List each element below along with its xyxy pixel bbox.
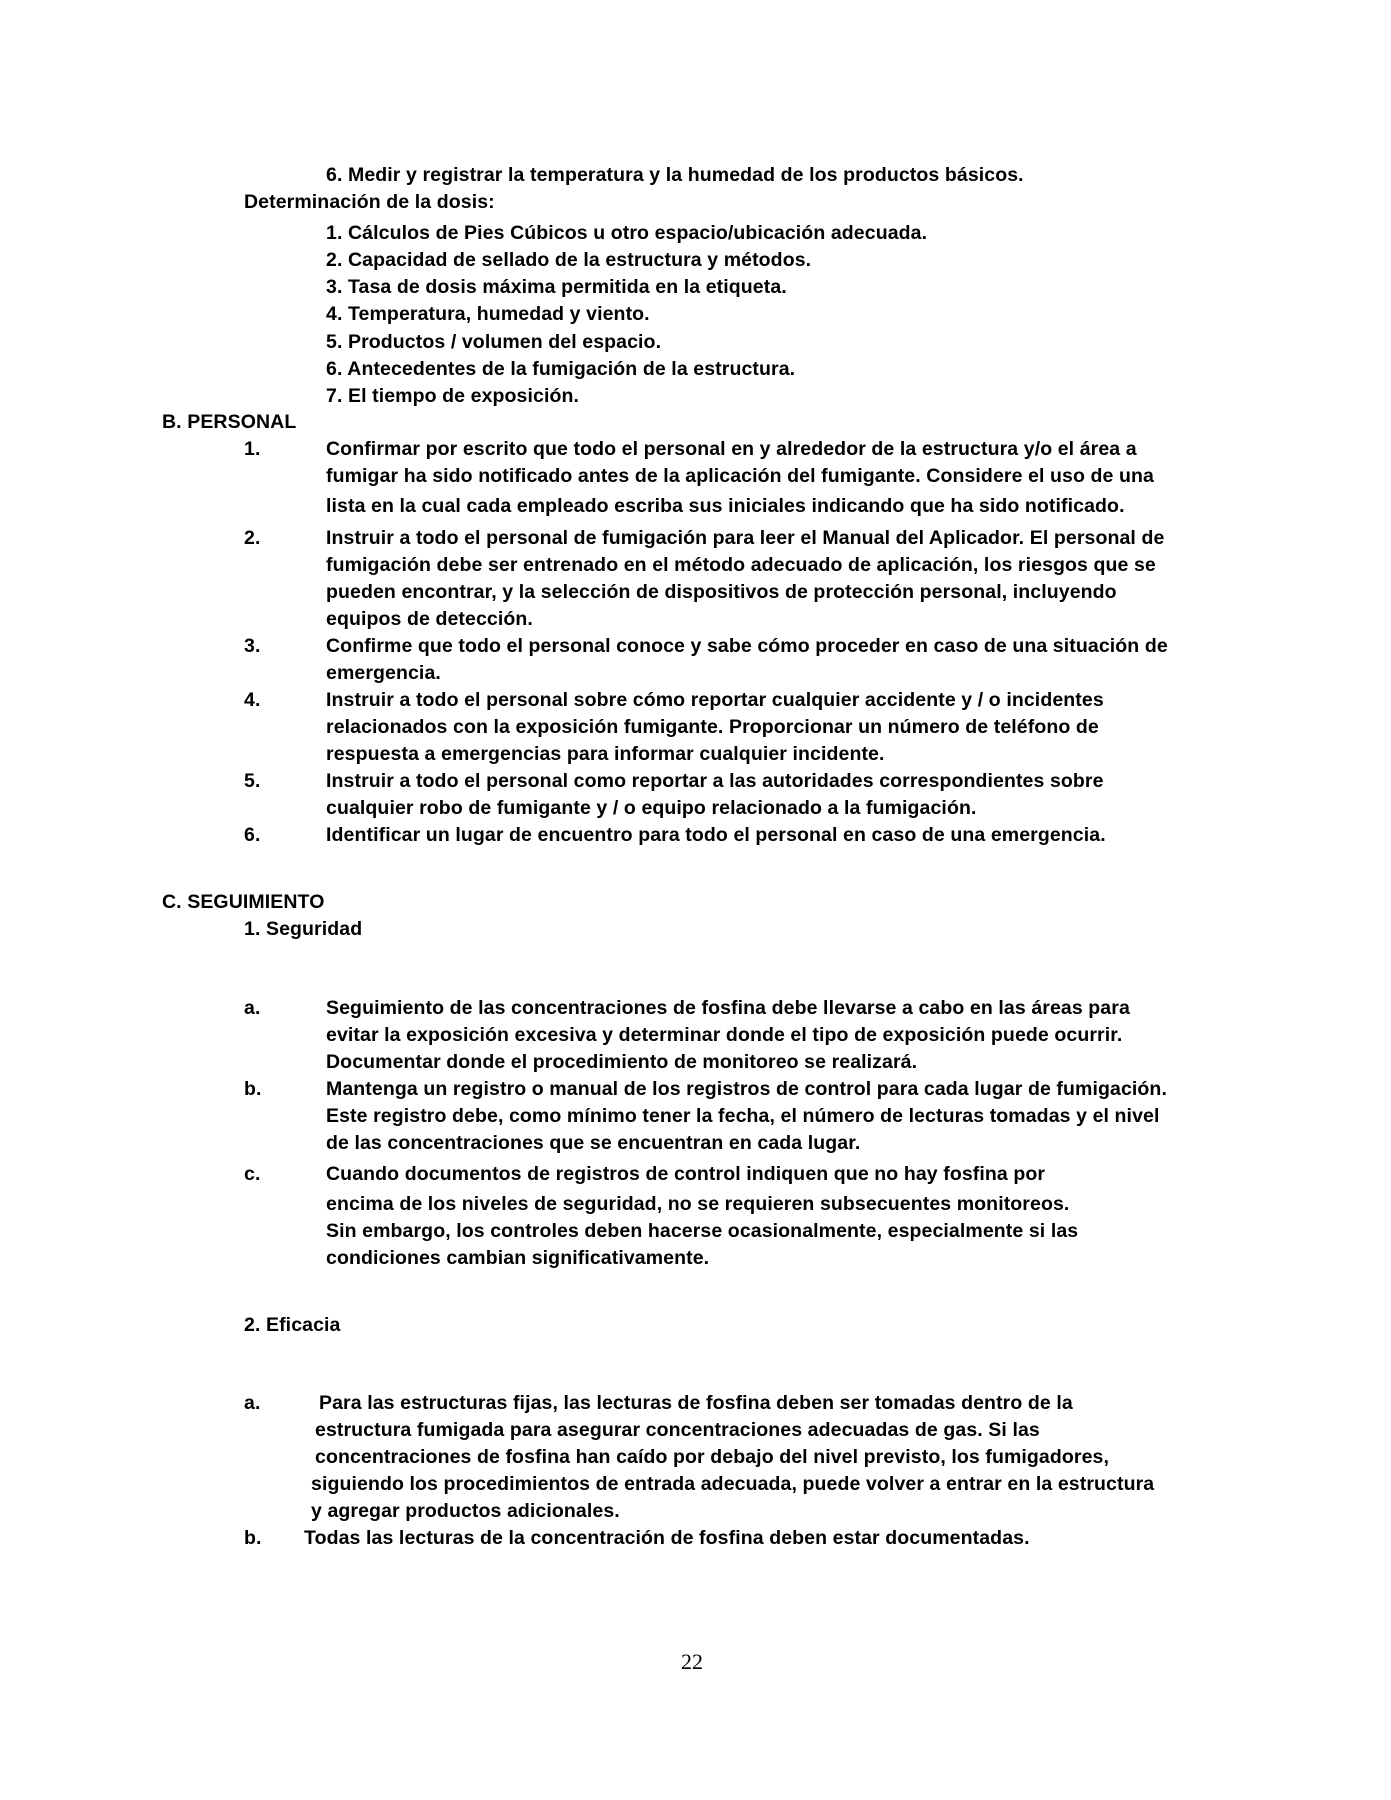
seguridad-item-line: condiciones cambian significativamente. bbox=[326, 1247, 710, 1269]
dose-item: 3. Tasa de dosis máxima permitida en la etiqueta. bbox=[326, 276, 787, 298]
personal-item-number: 1. bbox=[244, 438, 261, 460]
eficacia-item-line: Para las estructuras fijas, las lecturas de fosfina deben ser tomadas dentro de la bbox=[319, 1392, 1073, 1414]
personal-item-line: Identificar un lugar de encuentro para todo el personal en caso de una emergencia. bbox=[326, 824, 1106, 846]
section-heading-personal: B. PERSONAL bbox=[162, 411, 297, 433]
seguridad-item-line: Sin embargo, los controles deben hacerse ocasionalmente, especialmente si las bbox=[326, 1220, 1079, 1242]
personal-item-number: 4. bbox=[244, 689, 261, 711]
seguridad-item-letter: c. bbox=[244, 1163, 261, 1185]
eficacia-item-line: Todas las lecturas de la concentración de fosfina deben estar documentadas. bbox=[304, 1527, 1030, 1549]
personal-item-number: 2. bbox=[244, 527, 261, 549]
personal-item-line: lista en la cual cada empleado escriba sus iniciales indicando que ha sido notificado. bbox=[326, 495, 1125, 517]
personal-item-line: equipos de detección. bbox=[326, 608, 533, 630]
subheading-eficacia: 2. Eficacia bbox=[244, 1314, 341, 1336]
page-number: 22 bbox=[681, 1649, 703, 1674]
personal-item-line: cualquier robo de fumigante y / o equipo relacionado a la fumigación. bbox=[326, 797, 977, 819]
seguridad-item-line: Seguimiento de las concentraciones de fosfina debe llevarse a cabo en las áreas para bbox=[326, 997, 1130, 1019]
eficacia-item-line: siguiendo los procedimientos de entrada adecuada, puede volver a entrar en la estructura bbox=[311, 1473, 1155, 1495]
personal-item-line: Instruir a todo el personal de fumigación para leer el Manual del Aplicador. El personal de bbox=[326, 527, 1165, 549]
dose-item: 4. Temperatura, humedad y viento. bbox=[326, 303, 650, 325]
subheading-seguridad: 1. Seguridad bbox=[244, 918, 363, 940]
eficacia-item-line: estructura fumigada para asegurar concentraciones adecuadas de gas. Si las bbox=[315, 1419, 1040, 1441]
personal-item-number: 5. bbox=[244, 770, 261, 792]
personal-item-line: fumigación debe ser entrenado en el método adecuado de aplicación, los riesgos que se bbox=[326, 554, 1156, 576]
seguridad-item-line: Cuando documentos de registros de control indiquen que no hay fosfina por bbox=[326, 1163, 1046, 1185]
seguridad-item-line: Mantenga un registro o manual de los registros de control para cada lugar de fumigación. bbox=[326, 1078, 1167, 1100]
personal-item-line: Confirmar por escrito que todo el personal en y alrededor de la estructura y/o el área a bbox=[326, 438, 1137, 460]
personal-item-number: 6. bbox=[244, 824, 261, 846]
personal-item-line: pueden encontrar, y la selección de dispositivos de protección personal, incluyendo bbox=[326, 581, 1117, 603]
eficacia-item-letter: a. bbox=[244, 1392, 261, 1414]
seguridad-item-letter: a. bbox=[244, 997, 261, 1019]
seguridad-item-line: Este registro debe, como mínimo tener la fecha, el número de lecturas tomadas y el nivel bbox=[326, 1105, 1160, 1127]
seguridad-item-letter: b. bbox=[244, 1078, 262, 1100]
eficacia-item-line: y agregar productos adicionales. bbox=[311, 1500, 620, 1522]
dose-item: 5. Productos / volumen del espacio. bbox=[326, 331, 662, 353]
seguridad-item-line: Documentar donde el procedimiento de monitoreo se realizará. bbox=[326, 1051, 918, 1073]
personal-item-line: respuesta a emergencias para informar cualquier incidente. bbox=[326, 743, 885, 765]
eficacia-item-letter: b. bbox=[244, 1527, 262, 1549]
dose-heading: Determinación de la dosis: bbox=[244, 191, 495, 213]
top-item-6: 6. Medir y registrar la temperatura y la humedad de los productos básicos. bbox=[326, 164, 1024, 186]
dose-item: 7. El tiempo de exposición. bbox=[326, 385, 580, 407]
dose-item: 2. Capacidad de sellado de la estructura y métodos. bbox=[326, 249, 812, 271]
eficacia-item-line: concentraciones de fosfina han caído por debajo del nivel previsto, los fumigadores, bbox=[315, 1446, 1109, 1468]
personal-item-line: Confirme que todo el personal conoce y sabe cómo proceder en caso de una situación de bbox=[326, 635, 1168, 657]
personal-item-number: 3. bbox=[244, 635, 261, 657]
seguridad-item-line: encima de los niveles de seguridad, no se requieren subsecuentes monitoreos. bbox=[326, 1193, 1070, 1215]
section-heading-seguimiento: C. SEGUIMIENTO bbox=[162, 891, 325, 913]
personal-item-line: Instruir a todo el personal sobre cómo reportar cualquier accidente y / o incidentes bbox=[326, 689, 1104, 711]
seguridad-item-line: de las concentraciones que se encuentran en cada lugar. bbox=[326, 1132, 861, 1154]
personal-item-line: fumigar ha sido notificado antes de la aplicación del fumigante. Considere el uso de una bbox=[326, 465, 1154, 487]
dose-item: 1. Cálculos de Pies Cúbicos u otro espacio/ubicación adecuada. bbox=[326, 222, 928, 244]
dose-item: 6. Antecedentes de la fumigación de la estructura. bbox=[326, 358, 796, 380]
personal-item-line: relacionados con la exposición fumigante. Proporcionar un número de teléfono de bbox=[326, 716, 1099, 738]
seguridad-item-line: evitar la exposición excesiva y determinar donde el tipo de exposición puede ocurrir. bbox=[326, 1024, 1123, 1046]
personal-item-line: emergencia. bbox=[326, 662, 441, 684]
personal-item-line: Instruir a todo el personal como reportar a las autoridades correspondientes sobre bbox=[326, 770, 1104, 792]
